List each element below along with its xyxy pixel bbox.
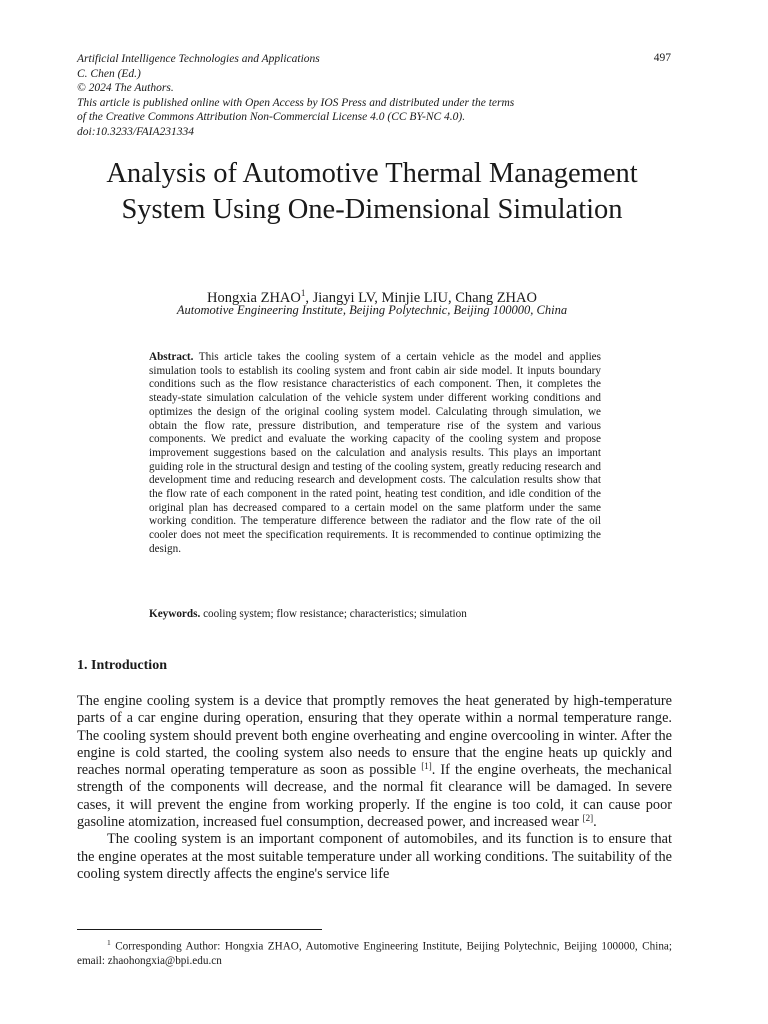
affiliation: Automotive Engineering Institute, Beijing Polytechnic, Beijing 100000, China: [176, 303, 568, 317]
footnote-mark: 1: [107, 938, 111, 947]
header-line-book: Artificial Intelligence Technologies and Applications: [77, 53, 320, 65]
page-number: 497: [653, 52, 671, 64]
header-line-doi[interactable]: doi:10.3233/FAIA231334: [77, 125, 195, 138]
footnote-divider: [77, 929, 322, 930]
keywords-label: Keywords.: [149, 608, 201, 620]
citation-2[interactable]: [2]: [582, 813, 594, 824]
publication-header: [77, 52, 677, 140]
abstract-text: This article takes the cooling system of a certain vehicle as the model and applies simulation tools to establish its cooling system and front cabin air side model. It inputs boundary conditions such as the flow resistance characteristics of each component. Then, it completes the steady-state simulation calculation of the vehicle system under different working conditions and optimizes the design of the original cooling system model. Calculating through simulation, we obtain the flow rate, pressure distribution, and temperature rise of the system and various components. We predict and evaluate the working capacity of the cooling system and propose improvement suggestions based on the calculation and analysis results. This plays an important guiding role in the structural design and testing of the cooling system, greatly reducing research and development time and reducing research and development costs. The calculation results show that the flow rate of each component in the rated point, heating test condition, and idle condition of the original plan has decreased compared to a certain model on the same platform under the same working condition. The temperature difference between the radiator and the flow rate of the oil cooler does not meet the specification requirements. It is recommended to continue optimizing the design.: [149, 351, 601, 555]
section-heading: 1. Introduction: [77, 658, 167, 673]
header-line-editor: C. Chen (Ed.): [77, 67, 141, 80]
header-line-license-2: of the Creative Commons Attribution Non-Commercial License 4.0 (CC BY-NC 4.0).: [77, 111, 466, 124]
paragraph-2: The cooling system is an important component of automobiles, and its function is to ensure that the engine operates at the most suitable temperature under all working conditions. The suitability of the cooling system directly affects the engine's service life: [77, 831, 672, 882]
keywords-text: cooling system; flow resistance; characteristics; simulation: [203, 608, 467, 620]
section-body: [77, 693, 672, 883]
keywords: [149, 607, 601, 621]
paragraph-1: [77, 693, 672, 831]
citation-1[interactable]: [1]: [421, 761, 432, 772]
paragraph-1-part-c: .: [593, 814, 597, 831]
author-first: Hongxia ZHAO: [207, 289, 301, 306]
author-rest: , Jiangyi LV, Minjie LIU, Chang ZHAO: [305, 289, 537, 306]
paragraph-1-part-b: . If the engine overheats, the mechanical strength of the components will decrease, and the normal fit clearance will be damaged. In severe cases, it will prevent the engine from working properly. If the engine is too cold, it can cause poor gasoline atomization, increased fuel consumption, decreased power, and increased wear: [77, 762, 673, 831]
paragraph-1-part-a: The engine cooling system is a device that promptly removes the heat generated by high-temperature parts of a car engine during operation, ensuring that they operate within a normal temperature range. The cooling system should prevent both engine overheating and engine overcooling in winter. After the engine is cold started, the cooling system also needs to ensure that the engine heats up quickly and reaches normal operating temperature as soon as possible: [77, 693, 672, 779]
abstract-label: Abstract.: [149, 351, 194, 363]
author-footnote-mark[interactable]: 1: [300, 288, 306, 298]
header-line-license-1: This article is published online with Open Access by IOS Press and distributed under the terms: [77, 96, 515, 109]
header-line-copyright: © 2024 The Authors.: [77, 82, 174, 95]
footnote: [77, 936, 672, 968]
paper-title: Analysis of Automotive Thermal Management System Using One-Dimensional Simulation: [106, 158, 638, 225]
abstract: [149, 351, 601, 557]
footnote-text: Corresponding Author: Hongxia ZHAO, Automotive Engineering Institute, Beijing Polytechnic, Beijing 100000, China; email: zhaohongxia@bpi.edu.cn: [77, 940, 673, 967]
